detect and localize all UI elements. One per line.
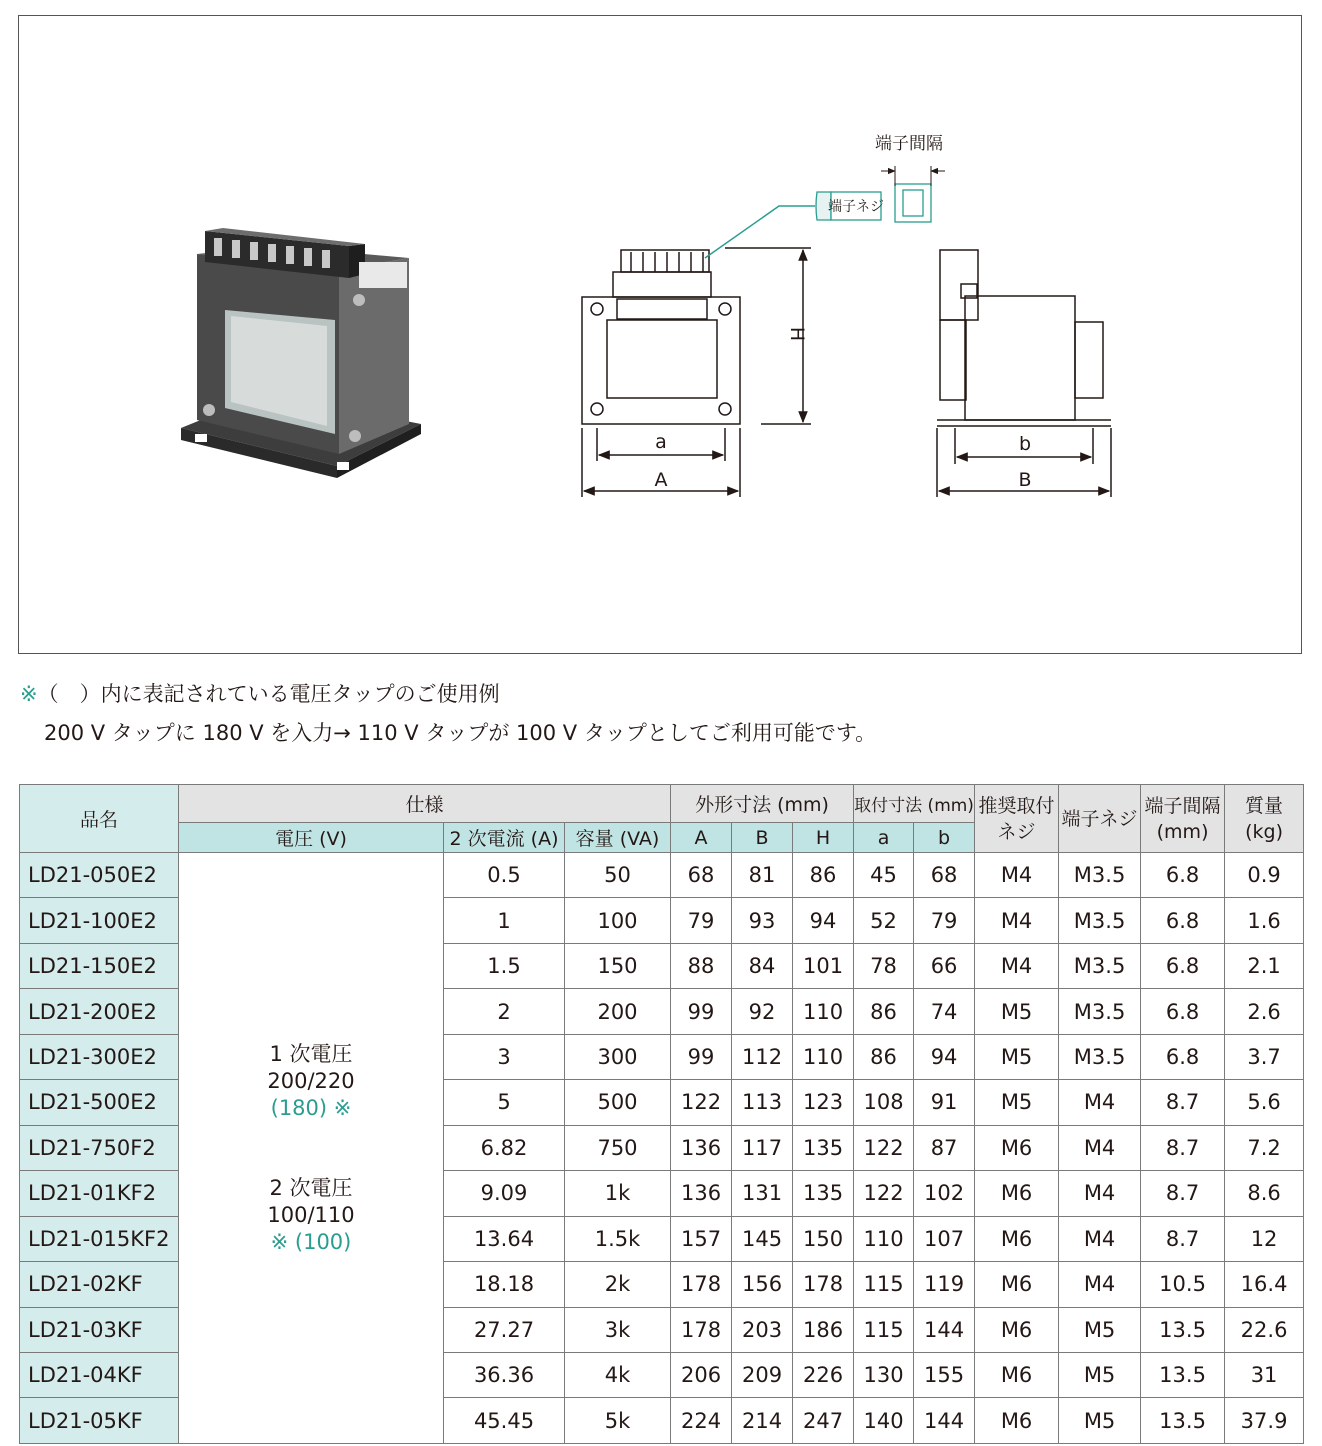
- cell-capacity: 3k: [565, 1307, 671, 1352]
- cell-dim-B: 214: [732, 1398, 793, 1444]
- cell-dim-a: 86: [854, 1034, 914, 1079]
- side-view-drawing: [937, 250, 1111, 497]
- cell-recommended-screw: M5: [975, 1034, 1059, 1079]
- note-line-1: [20, 679, 500, 709]
- cell-capacity: 2k: [565, 1262, 671, 1307]
- cell-terminal-pitch: 8.7: [1141, 1171, 1225, 1216]
- cell-dim-A: 136: [671, 1171, 732, 1216]
- note-mark: ※: [20, 682, 38, 706]
- header-dim-A: A: [671, 823, 732, 853]
- cell-mass: 2.1: [1225, 943, 1304, 988]
- spec-table: [19, 784, 1304, 1444]
- cell-dim-H: 86: [793, 853, 854, 898]
- cell-secondary-current: 36.36: [444, 1352, 565, 1397]
- header-mount-dims: 取付寸法 (mm): [854, 785, 975, 823]
- cell-dim-H: 110: [793, 1034, 854, 1079]
- cell-product-name: LD21-500E2: [20, 1080, 179, 1125]
- cell-dim-B: 84: [732, 943, 793, 988]
- cell-dim-H: 94: [793, 898, 854, 943]
- cell-dim-A: 88: [671, 943, 732, 988]
- header-dim-H: H: [793, 823, 854, 853]
- cell-terminal-pitch: 8.7: [1141, 1080, 1225, 1125]
- cell-dim-a: 122: [854, 1171, 914, 1216]
- cell-mass: 22.6: [1225, 1307, 1304, 1352]
- header-terminal-screw: 端子ネジ: [1059, 785, 1141, 853]
- cell-terminal-screw: M5: [1059, 1352, 1141, 1397]
- cell-product-name: LD21-100E2: [20, 898, 179, 943]
- terminal-pitch-label: 端子間隔: [875, 134, 943, 154]
- cell-dim-A: 79: [671, 898, 732, 943]
- cell-dim-a: 130: [854, 1352, 914, 1397]
- primary-voltage-label: 1 次電圧: [269, 1041, 353, 1066]
- cell-product-name: LD21-750F2: [20, 1125, 179, 1170]
- cell-recommended-screw: M6: [975, 1352, 1059, 1397]
- cell-product-name: LD21-200E2: [20, 989, 179, 1034]
- cell-dim-B: 93: [732, 898, 793, 943]
- cell-dim-b: 155: [914, 1352, 975, 1397]
- cell-dim-B: 156: [732, 1262, 793, 1307]
- header-dim-B: B: [732, 823, 793, 853]
- cell-dim-A: 206: [671, 1352, 732, 1397]
- cell-dim-a: 115: [854, 1262, 914, 1307]
- front-view-drawing: [582, 248, 811, 497]
- voltage-cell: [179, 853, 444, 1444]
- cell-dim-B: 209: [732, 1352, 793, 1397]
- cell-mass: 2.6: [1225, 989, 1304, 1034]
- cell-mass: 3.7: [1225, 1034, 1304, 1079]
- cell-mass: 37.9: [1225, 1398, 1304, 1444]
- cell-recommended-screw: M6: [975, 1307, 1059, 1352]
- cell-recommended-screw: M4: [975, 943, 1059, 988]
- header-terminal-pitch: 端子間隔 (mm): [1141, 785, 1225, 853]
- cell-dim-H: 186: [793, 1307, 854, 1352]
- cell-terminal-screw: M4: [1059, 1216, 1141, 1261]
- cell-mass: 12: [1225, 1216, 1304, 1261]
- cell-product-name: LD21-01KF2: [20, 1171, 179, 1216]
- cell-product-name: LD21-03KF: [20, 1307, 179, 1352]
- cell-dim-a: 86: [854, 989, 914, 1034]
- cell-terminal-pitch: 10.5: [1141, 1262, 1225, 1307]
- cell-dim-A: 157: [671, 1216, 732, 1261]
- cell-secondary-current: 6.82: [444, 1125, 565, 1170]
- dim-label-A: A: [654, 469, 668, 491]
- secondary-voltage-value: 100/110: [267, 1202, 355, 1227]
- terminal-screw-label: 端子ネジ: [828, 199, 884, 215]
- cell-dim-a: 52: [854, 898, 914, 943]
- transformer-photo: [181, 228, 421, 478]
- note-line-2: 200 V タップに 180 V を入力→ 110 V タップが 100 V タップとしてご利用可能です。: [44, 721, 877, 745]
- dim-label-H: H: [786, 326, 808, 342]
- cell-secondary-current: 27.27: [444, 1307, 565, 1352]
- cell-mass: 16.4: [1225, 1262, 1304, 1307]
- cell-capacity: 300: [565, 1034, 671, 1079]
- cell-terminal-pitch: 13.5: [1141, 1307, 1225, 1352]
- cell-dim-H: 150: [793, 1216, 854, 1261]
- primary-voltage-tap: (180) ※: [270, 1095, 352, 1120]
- note-line-1-text: （ ）内に表記されている電圧タップのご使用例: [37, 682, 500, 706]
- cell-dim-b: 119: [914, 1262, 975, 1307]
- cell-dim-B: 92: [732, 989, 793, 1034]
- cell-terminal-screw: M4: [1059, 1171, 1141, 1216]
- header-name: 品名: [20, 785, 179, 853]
- cell-dim-A: 99: [671, 1034, 732, 1079]
- cell-dim-H: 123: [793, 1080, 854, 1125]
- cell-capacity: 200: [565, 989, 671, 1034]
- cell-dim-b: 79: [914, 898, 975, 943]
- cell-terminal-pitch: 6.8: [1141, 943, 1225, 988]
- cell-dim-H: 110: [793, 989, 854, 1034]
- cell-capacity: 500: [565, 1080, 671, 1125]
- cell-secondary-current: 0.5: [444, 853, 565, 898]
- cell-mass: 5.6: [1225, 1080, 1304, 1125]
- dim-label-a: a: [655, 431, 667, 453]
- cell-recommended-screw: M6: [975, 1125, 1059, 1170]
- dim-label-b: b: [1018, 433, 1032, 455]
- cell-product-name: LD21-02KF: [20, 1262, 179, 1307]
- terminal-leader-line: [705, 206, 815, 258]
- cell-mass: 31: [1225, 1352, 1304, 1397]
- cell-dim-B: 81: [732, 853, 793, 898]
- header-secondary-current: 2 次電流 (A): [444, 823, 565, 853]
- cell-terminal-screw: M3.5: [1059, 853, 1141, 898]
- cell-terminal-screw: M5: [1059, 1398, 1141, 1444]
- cell-secondary-current: 1: [444, 898, 565, 943]
- header-recommended-screw: 推奨取付ネジ: [975, 785, 1059, 853]
- cell-capacity: 1.5k: [565, 1216, 671, 1261]
- cell-dim-b: 91: [914, 1080, 975, 1125]
- cell-dim-a: 122: [854, 1125, 914, 1170]
- cell-dim-B: 203: [732, 1307, 793, 1352]
- cell-dim-a: 140: [854, 1398, 914, 1444]
- cell-secondary-current: 2: [444, 989, 565, 1034]
- cell-dim-H: 178: [793, 1262, 854, 1307]
- cell-capacity: 5k: [565, 1398, 671, 1444]
- cell-mass: 0.9: [1225, 853, 1304, 898]
- header-spec: 仕様: [179, 785, 671, 823]
- header-dim-a: a: [854, 823, 914, 853]
- product-drawing: [19, 16, 1303, 655]
- cell-dim-a: 108: [854, 1080, 914, 1125]
- cell-dim-H: 247: [793, 1398, 854, 1444]
- cell-dim-b: 144: [914, 1307, 975, 1352]
- cell-dim-b: 87: [914, 1125, 975, 1170]
- cell-dim-A: 178: [671, 1307, 732, 1352]
- cell-dim-B: 131: [732, 1171, 793, 1216]
- cell-secondary-current: 9.09: [444, 1171, 565, 1216]
- cell-terminal-screw: M4: [1059, 1262, 1141, 1307]
- cell-capacity: 1k: [565, 1171, 671, 1216]
- header-dim-b: b: [914, 823, 975, 853]
- cell-secondary-current: 13.64: [444, 1216, 565, 1261]
- cell-terminal-pitch: 8.7: [1141, 1216, 1225, 1261]
- cell-dim-A: 122: [671, 1080, 732, 1125]
- cell-terminal-screw: M4: [1059, 1125, 1141, 1170]
- cell-product-name: LD21-04KF: [20, 1352, 179, 1397]
- header-outer-dims: 外形寸法 (mm): [671, 785, 854, 823]
- cell-mass: 7.2: [1225, 1125, 1304, 1170]
- cell-dim-A: 99: [671, 989, 732, 1034]
- cell-dim-b: 74: [914, 989, 975, 1034]
- cell-recommended-screw: M6: [975, 1171, 1059, 1216]
- cell-product-name: LD21-150E2: [20, 943, 179, 988]
- cell-recommended-screw: M6: [975, 1262, 1059, 1307]
- cell-terminal-pitch: 13.5: [1141, 1398, 1225, 1444]
- cell-mass: 8.6: [1225, 1171, 1304, 1216]
- figure-panel: [18, 15, 1302, 654]
- cell-secondary-current: 18.18: [444, 1262, 565, 1307]
- cell-terminal-pitch: 6.8: [1141, 898, 1225, 943]
- cell-dim-B: 117: [732, 1125, 793, 1170]
- cell-terminal-screw: M3.5: [1059, 989, 1141, 1034]
- cell-dim-a: 115: [854, 1307, 914, 1352]
- cell-dim-b: 144: [914, 1398, 975, 1444]
- cell-secondary-current: 1.5: [444, 943, 565, 988]
- cell-product-name: LD21-015KF2: [20, 1216, 179, 1261]
- cell-terminal-screw: M5: [1059, 1307, 1141, 1352]
- cell-dim-a: 78: [854, 943, 914, 988]
- table-row: [20, 853, 1304, 898]
- cell-dim-b: 107: [914, 1216, 975, 1261]
- cell-dim-b: 68: [914, 853, 975, 898]
- cell-capacity: 750: [565, 1125, 671, 1170]
- cell-dim-b: 66: [914, 943, 975, 988]
- header-voltage: 電圧 (V): [179, 823, 444, 853]
- cell-dim-A: 178: [671, 1262, 732, 1307]
- cell-dim-H: 135: [793, 1171, 854, 1216]
- terminal-screw-detail: [816, 166, 945, 222]
- cell-dim-a: 45: [854, 853, 914, 898]
- cell-recommended-screw: M5: [975, 989, 1059, 1034]
- cell-terminal-pitch: 6.8: [1141, 989, 1225, 1034]
- cell-terminal-pitch: 6.8: [1141, 1034, 1225, 1079]
- cell-dim-a: 110: [854, 1216, 914, 1261]
- cell-dim-A: 68: [671, 853, 732, 898]
- spec-table-body: [20, 853, 1304, 1444]
- cell-dim-B: 145: [732, 1216, 793, 1261]
- cell-terminal-screw: M3.5: [1059, 943, 1141, 988]
- cell-terminal-pitch: 13.5: [1141, 1352, 1225, 1397]
- cell-product-name: LD21-300E2: [20, 1034, 179, 1079]
- secondary-voltage-tap: ※ (100): [270, 1229, 352, 1254]
- cell-secondary-current: 3: [444, 1034, 565, 1079]
- gap: [179, 1122, 443, 1175]
- cell-terminal-screw: M3.5: [1059, 898, 1141, 943]
- cell-capacity: 100: [565, 898, 671, 943]
- cell-secondary-current: 45.45: [444, 1398, 565, 1444]
- cell-dim-H: 101: [793, 943, 854, 988]
- cell-dim-b: 94: [914, 1034, 975, 1079]
- cell-dim-H: 135: [793, 1125, 854, 1170]
- cell-product-name: LD21-05KF: [20, 1398, 179, 1444]
- cell-secondary-current: 5: [444, 1080, 565, 1125]
- cell-recommended-screw: M6: [975, 1398, 1059, 1444]
- cell-recommended-screw: M6: [975, 1216, 1059, 1261]
- cell-dim-A: 224: [671, 1398, 732, 1444]
- cell-recommended-screw: M4: [975, 898, 1059, 943]
- cell-terminal-pitch: 6.8: [1141, 853, 1225, 898]
- cell-capacity: 150: [565, 943, 671, 988]
- cell-dim-B: 113: [732, 1080, 793, 1125]
- cell-dim-b: 102: [914, 1171, 975, 1216]
- cell-dim-A: 136: [671, 1125, 732, 1170]
- cell-recommended-screw: M4: [975, 853, 1059, 898]
- cell-dim-B: 112: [732, 1034, 793, 1079]
- cell-capacity: 4k: [565, 1352, 671, 1397]
- primary-voltage-value: 200/220: [267, 1068, 355, 1093]
- cell-capacity: 50: [565, 853, 671, 898]
- cell-terminal-pitch: 8.7: [1141, 1125, 1225, 1170]
- header-capacity: 容量 (VA): [565, 823, 671, 853]
- header-mass: 質量 (kg): [1225, 785, 1304, 853]
- cell-dim-H: 226: [793, 1352, 854, 1397]
- dim-label-B: B: [1018, 469, 1032, 491]
- secondary-voltage-label: 2 次電圧: [269, 1175, 353, 1200]
- cell-terminal-screw: M4: [1059, 1080, 1141, 1125]
- cell-terminal-screw: M3.5: [1059, 1034, 1141, 1079]
- cell-recommended-screw: M5: [975, 1080, 1059, 1125]
- cell-mass: 1.6: [1225, 898, 1304, 943]
- cell-product-name: LD21-050E2: [20, 853, 179, 898]
